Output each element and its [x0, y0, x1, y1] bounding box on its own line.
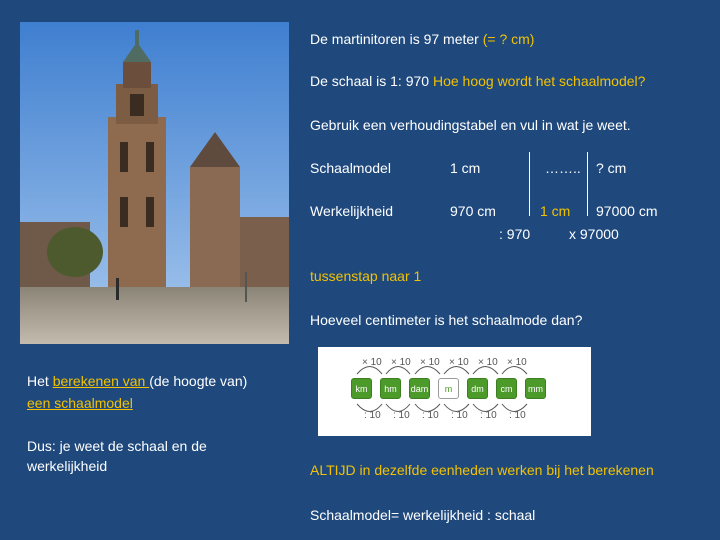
- step-label: tussenstap naar 1: [310, 268, 422, 284]
- row-schaalmodel-label: Schaalmodel: [310, 160, 391, 176]
- altijd-note: ALTIJD in dezelfde eenheden werken bij het berekenen: [310, 462, 654, 478]
- tower-height-text: De martinitoren is 97 meter: [310, 31, 483, 47]
- note-het: Het: [27, 373, 53, 389]
- mult-label-5: × 10: [478, 357, 498, 368]
- div-label-6: : 10: [509, 410, 526, 421]
- note-berekenen: berekenen van: [52, 373, 150, 389]
- table-divider-1: [529, 152, 530, 216]
- div-label-2: : 10: [393, 410, 410, 421]
- mult-label-4: × 10: [449, 357, 469, 368]
- note-line-1: [27, 373, 247, 389]
- unit-mm: mm: [525, 378, 546, 399]
- mult-label-1: × 10: [362, 357, 382, 368]
- unit-conversion-strip: [318, 347, 591, 436]
- tower-height-cm: (= ? cm): [482, 31, 535, 47]
- op-divide: : 970: [499, 226, 531, 242]
- row-werkelijkheid-c3: 97000 cm: [596, 203, 658, 219]
- martinitoren-photo: [20, 22, 289, 344]
- unit-dm: dm: [467, 378, 488, 399]
- formula-text: Schaalmodel= werkelijkheid : schaal: [310, 507, 536, 523]
- row-schaalmodel-c3: ? cm: [596, 160, 627, 176]
- table-divider-2: [587, 152, 588, 216]
- tower-height-line: [310, 31, 534, 47]
- scale-question: Hoe hoog wordt het schaalmodel?: [432, 73, 646, 89]
- op-multiply: x 97000: [569, 226, 619, 242]
- row-werkelijkheid-c2: 1 cm: [540, 203, 571, 219]
- mult-label-3: × 10: [420, 357, 440, 368]
- note-dus: Dus: je weet de schaal en de: [27, 438, 207, 454]
- unit-km: km: [351, 378, 372, 399]
- note-hoogte: (de hoogte van): [149, 373, 248, 389]
- div-label-1: : 10: [364, 410, 381, 421]
- tower-image: [20, 22, 289, 344]
- unit-dam: dam: [409, 378, 430, 399]
- unit-cm: cm: [496, 378, 517, 399]
- row-schaalmodel-c1: 1 cm: [450, 160, 481, 176]
- row-schaalmodel-c2: ……..: [545, 160, 581, 176]
- scale-line: [310, 73, 645, 89]
- note-schaalmodel: een schaalmodel: [27, 395, 133, 411]
- mult-label-6: × 10: [507, 357, 527, 368]
- scale-text: De schaal is 1: 970: [310, 73, 433, 89]
- div-label-3: : 10: [422, 410, 439, 421]
- unit-m: m: [438, 378, 459, 399]
- question-cm: Hoeveel centimeter is het schaalmode dan?: [310, 312, 583, 328]
- mult-label-2: × 10: [391, 357, 411, 368]
- unit-hm: hm: [380, 378, 401, 399]
- row-werkelijkheid-c1: 970 cm: [450, 203, 496, 219]
- instruction-text: Gebruik een verhoudingstabel en vul in wat je weet.: [310, 117, 631, 133]
- note-werkelijkheid: werkelijkheid: [27, 458, 108, 474]
- div-label-4: : 10: [451, 410, 468, 421]
- div-label-5: : 10: [480, 410, 497, 421]
- row-werkelijkheid-label: Werkelijkheid: [310, 203, 393, 219]
